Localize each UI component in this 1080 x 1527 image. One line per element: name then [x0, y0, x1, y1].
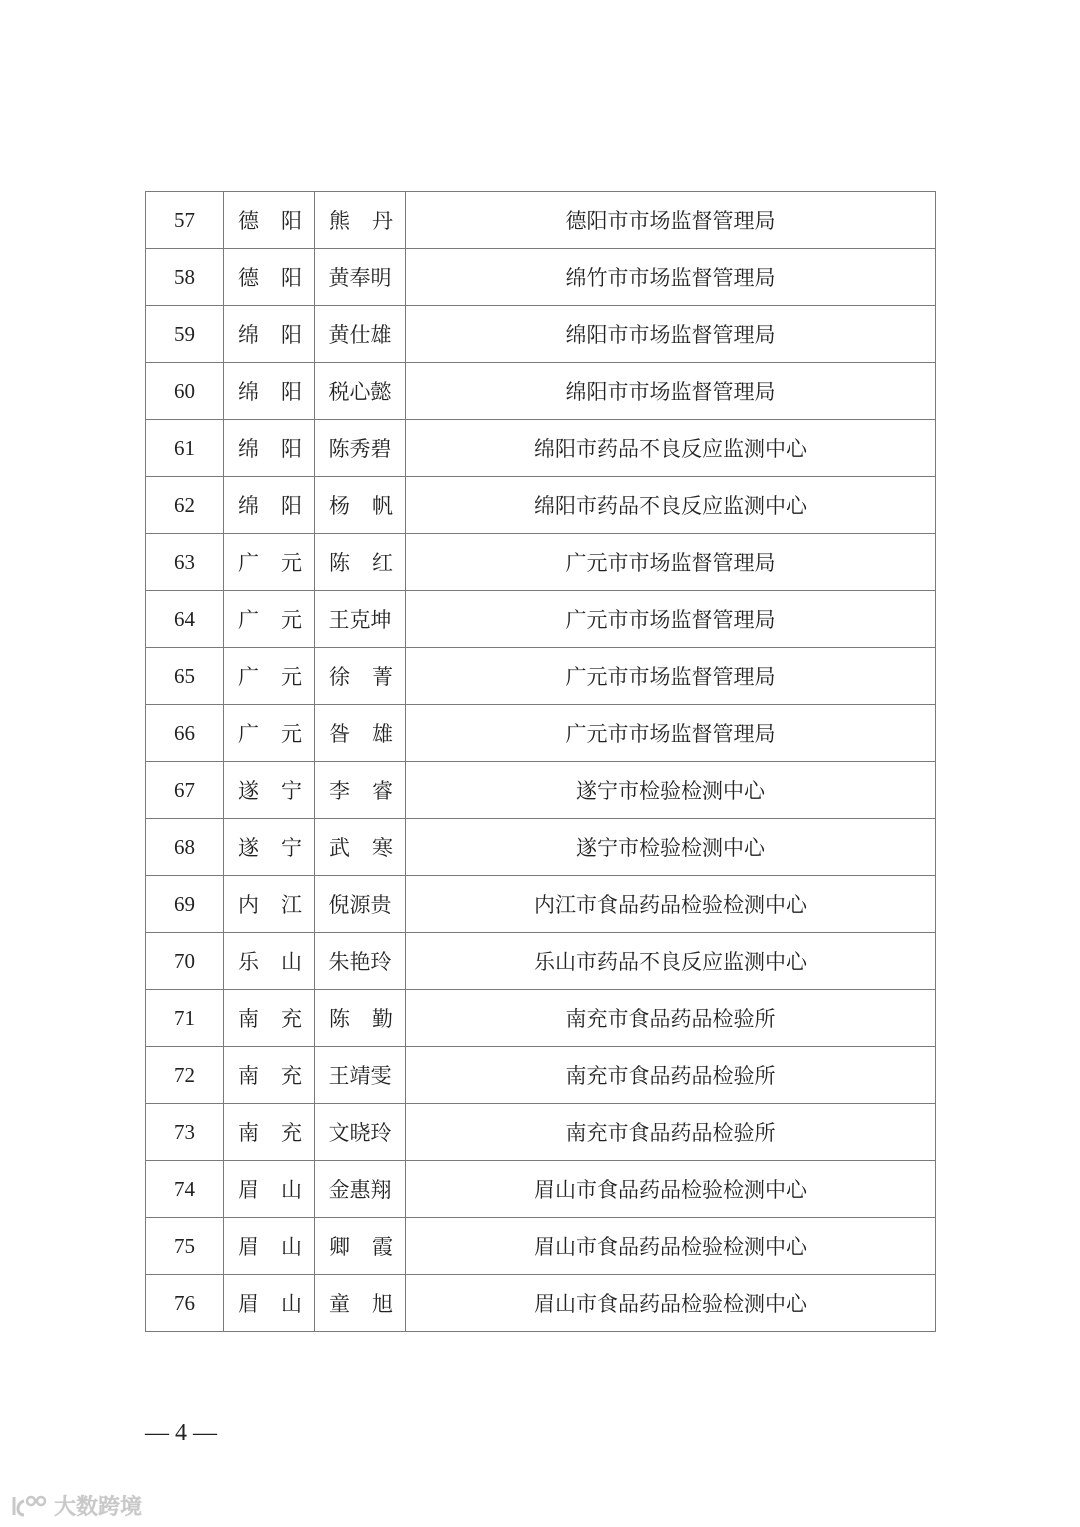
cell-name-char: 菁: [372, 665, 393, 689]
cell-organization: 南充市食品药品检验所: [406, 1047, 936, 1104]
cell-number: 61: [146, 420, 224, 477]
cell-organization: 绵阳市市场监督管理局: [406, 306, 936, 363]
cell-number: 64: [146, 591, 224, 648]
cell-name-char: 霞: [372, 1235, 393, 1259]
cell-name-char: 金惠翔: [328, 1178, 392, 1202]
cell-city-char: 广: [238, 608, 259, 632]
cell-name-char: 李: [329, 779, 350, 803]
cell-number: 67: [146, 762, 224, 819]
cell-name: [315, 648, 406, 705]
cell-organization: 广元市市场监督管理局: [406, 534, 936, 591]
cell-name-char: 卿: [329, 1235, 350, 1259]
cell-city: [224, 648, 315, 705]
cell-name: [315, 477, 406, 534]
cell-city-char: 德: [238, 209, 259, 233]
cell-city: [224, 477, 315, 534]
cell-organization: 德阳市市场监督管理局: [406, 192, 936, 249]
cell-city-char: 充: [281, 1007, 302, 1031]
cell-number: 58: [146, 249, 224, 306]
cell-city: [224, 762, 315, 819]
cell-city: [224, 534, 315, 591]
cell-city-char: 眉: [238, 1178, 259, 1202]
cell-name-char: 朱艳玲: [328, 950, 392, 974]
cell-city-char: 山: [281, 1235, 302, 1259]
cell-name-char: 雄: [372, 722, 393, 746]
cell-number: 71: [146, 990, 224, 1047]
cell-name-char: 寒: [372, 836, 393, 860]
cell-city-char: 阳: [281, 380, 302, 404]
cell-number: 76: [146, 1275, 224, 1332]
cell-city: [224, 990, 315, 1047]
cell-name-char: 黄奉明: [328, 266, 392, 290]
cell-city-char: 南: [238, 1121, 259, 1145]
table-row: [146, 819, 936, 876]
table-row: [146, 762, 936, 819]
cell-city-char: 绵: [238, 323, 259, 347]
cell-city-char: 山: [281, 1292, 302, 1316]
personnel-table: [145, 191, 936, 1332]
table-row: [146, 1218, 936, 1275]
cell-city-char: 南: [238, 1064, 259, 1088]
cell-name-char: 徐: [329, 665, 350, 689]
cell-number: 75: [146, 1218, 224, 1275]
cell-city-char: 广: [238, 665, 259, 689]
cell-name: [315, 192, 406, 249]
cell-number: 57: [146, 192, 224, 249]
cell-city: [224, 1218, 315, 1275]
cell-city-char: 内: [238, 893, 259, 917]
cell-name-char: 税心懿: [328, 380, 392, 404]
cell-name: [315, 420, 406, 477]
cell-name-char: 陈秀碧: [328, 437, 392, 461]
table-row: [146, 1047, 936, 1104]
table-row: [146, 477, 936, 534]
cell-organization: 广元市市场监督管理局: [406, 705, 936, 762]
table-row: [146, 363, 936, 420]
cell-name: [315, 933, 406, 990]
cell-organization: 绵阳市市场监督管理局: [406, 363, 936, 420]
cell-name-char: 陈: [329, 551, 350, 575]
cell-name-char: 勤: [372, 1007, 393, 1031]
cell-city: [224, 1275, 315, 1332]
cell-name: [315, 1275, 406, 1332]
cell-number: 72: [146, 1047, 224, 1104]
cell-organization: 遂宁市检验检测中心: [406, 819, 936, 876]
cell-name: [315, 819, 406, 876]
cell-name-char: 武: [329, 836, 350, 860]
cell-name-char: 红: [372, 551, 393, 575]
cell-number: 62: [146, 477, 224, 534]
cell-city-char: 绵: [238, 494, 259, 518]
cell-name-char: 睿: [372, 779, 393, 803]
cell-city-char: 德: [238, 266, 259, 290]
cell-city: [224, 1047, 315, 1104]
table-row: [146, 648, 936, 705]
cell-name-char: 帆: [372, 494, 393, 518]
cell-city-char: 广: [238, 722, 259, 746]
cell-name: [315, 534, 406, 591]
cell-name-char: 王克坤: [328, 608, 392, 632]
cell-city-char: 绵: [238, 437, 259, 461]
cell-organization: 遂宁市检验检测中心: [406, 762, 936, 819]
cell-city-char: 宁: [281, 779, 302, 803]
cell-city-char: 广: [238, 551, 259, 575]
cell-city-char: 阳: [281, 209, 302, 233]
cell-organization: 眉山市食品药品检验检测中心: [406, 1161, 936, 1218]
cell-city: [224, 192, 315, 249]
cell-organization: 眉山市食品药品检验检测中心: [406, 1218, 936, 1275]
cell-number: 74: [146, 1161, 224, 1218]
cell-name: [315, 762, 406, 819]
cell-city: [224, 420, 315, 477]
table-row: [146, 1161, 936, 1218]
cell-city: [224, 591, 315, 648]
table-body: [146, 192, 936, 1332]
cell-city-char: 阳: [281, 494, 302, 518]
cell-organization: 南充市食品药品检验所: [406, 1104, 936, 1161]
watermark: [10, 1490, 142, 1521]
cell-number: 68: [146, 819, 224, 876]
cell-city-char: 遂: [238, 836, 259, 860]
cell-name-char: 文晓玲: [328, 1121, 392, 1145]
page-number: — 4 —: [145, 1420, 217, 1446]
cell-name: [315, 1161, 406, 1218]
table-row: [146, 1104, 936, 1161]
table-row: [146, 420, 936, 477]
cell-name: [315, 705, 406, 762]
cell-city-char: 宁: [281, 836, 302, 860]
cell-city: [224, 876, 315, 933]
table-row: [146, 990, 936, 1047]
cell-city: [224, 933, 315, 990]
cell-name-char: 陈: [329, 1007, 350, 1031]
cell-city: [224, 363, 315, 420]
cell-name: [315, 249, 406, 306]
cell-city-char: 眉: [238, 1292, 259, 1316]
table-row: [146, 306, 936, 363]
cell-city-char: 充: [281, 1121, 302, 1145]
cell-name: [315, 1104, 406, 1161]
table-row: [146, 876, 936, 933]
cell-city: [224, 1104, 315, 1161]
cell-name: [315, 306, 406, 363]
table-row: [146, 1275, 936, 1332]
cell-name-char: 昝: [329, 722, 350, 746]
cell-number: 66: [146, 705, 224, 762]
cell-city-char: 阳: [281, 266, 302, 290]
cell-name-char: 倪源贵: [328, 893, 392, 917]
table-row: [146, 705, 936, 762]
cell-city: [224, 249, 315, 306]
cell-name-char: 黄仕雄: [328, 323, 392, 347]
cell-number: 59: [146, 306, 224, 363]
cell-organization: 绵竹市市场监督管理局: [406, 249, 936, 306]
cell-city-char: 乐: [238, 950, 259, 974]
cell-city-char: 元: [281, 608, 302, 632]
cell-city-char: 绵: [238, 380, 259, 404]
cell-city: [224, 819, 315, 876]
cell-city: [224, 705, 315, 762]
cell-number: 70: [146, 933, 224, 990]
table-row: [146, 249, 936, 306]
cell-city-char: 江: [281, 893, 302, 917]
cell-city-char: 元: [281, 551, 302, 575]
cell-organization: 眉山市食品药品检验检测中心: [406, 1275, 936, 1332]
cell-name-char: 童: [329, 1292, 350, 1316]
cell-name-char: 王靖雯: [328, 1064, 392, 1088]
table-row: [146, 192, 936, 249]
cell-city-char: 阳: [281, 437, 302, 461]
cell-city-char: 遂: [238, 779, 259, 803]
cell-name-char: 杨: [329, 494, 350, 518]
cell-name: [315, 1047, 406, 1104]
cell-organization: 绵阳市药品不良反应监测中心: [406, 477, 936, 534]
cell-organization: 南充市食品药品检验所: [406, 990, 936, 1047]
cell-city-char: 眉: [238, 1235, 259, 1259]
cell-name-char: 旭: [372, 1292, 393, 1316]
cell-city-char: 山: [281, 1178, 302, 1202]
watermark-text: 大数跨境: [54, 1495, 143, 1520]
table-row: [146, 933, 936, 990]
cell-organization: 绵阳市药品不良反应监测中心: [406, 420, 936, 477]
table-row: [146, 591, 936, 648]
cell-city-char: 南: [238, 1007, 259, 1031]
cell-organization: 广元市市场监督管理局: [406, 648, 936, 705]
cell-number: 65: [146, 648, 224, 705]
cell-name: [315, 1218, 406, 1275]
cell-city-char: 充: [281, 1064, 302, 1088]
watermark-logo-icon: [10, 1493, 48, 1519]
table-row: [146, 534, 936, 591]
cell-city: [224, 1161, 315, 1218]
cell-number: 63: [146, 534, 224, 591]
cell-city-char: 阳: [281, 323, 302, 347]
cell-number: 73: [146, 1104, 224, 1161]
cell-city-char: 山: [281, 950, 302, 974]
cell-number: 60: [146, 363, 224, 420]
cell-name: [315, 591, 406, 648]
cell-organization: 乐山市药品不良反应监测中心: [406, 933, 936, 990]
cell-name: [315, 990, 406, 1047]
cell-name-char: 熊: [329, 209, 350, 233]
cell-name: [315, 876, 406, 933]
cell-number: 69: [146, 876, 224, 933]
cell-city-char: 元: [281, 665, 302, 689]
cell-city: [224, 306, 315, 363]
cell-name: [315, 363, 406, 420]
cell-name-char: 丹: [372, 209, 393, 233]
cell-organization: 内江市食品药品检验检测中心: [406, 876, 936, 933]
cell-city-char: 元: [281, 722, 302, 746]
cell-organization: 广元市市场监督管理局: [406, 591, 936, 648]
